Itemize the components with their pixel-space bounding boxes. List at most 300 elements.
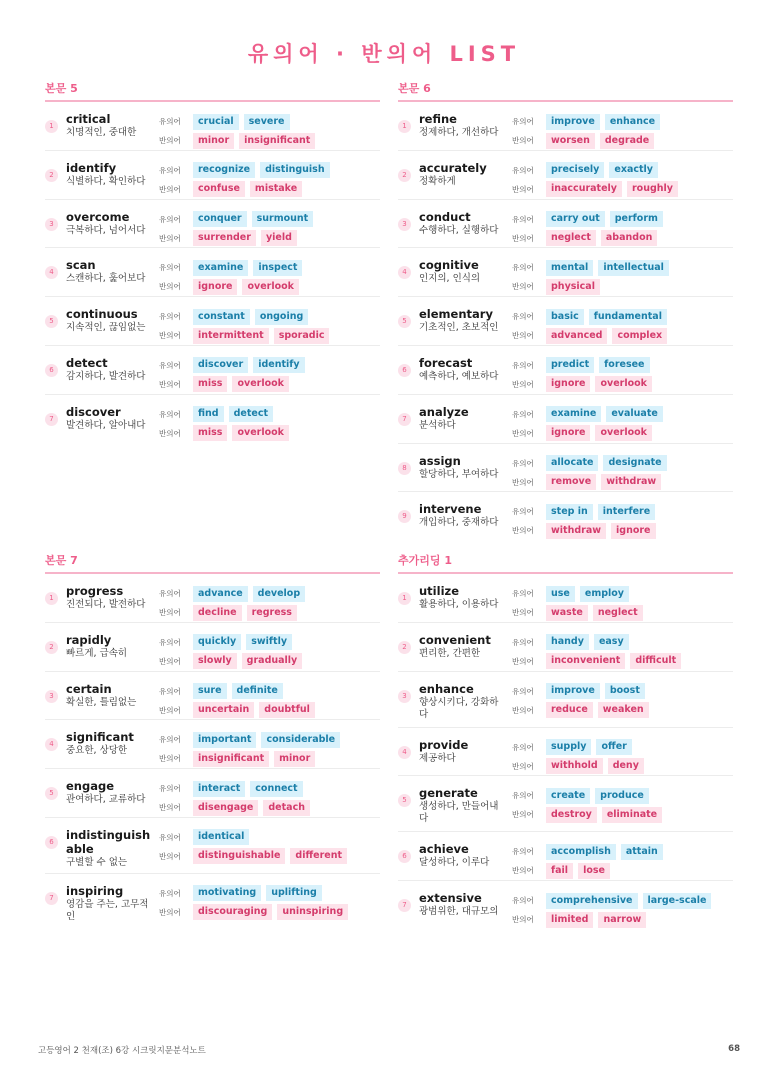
word-entry [45,200,380,249]
antonym-chip: insignificant [239,133,315,149]
synonym-label: 유의어 [512,847,534,857]
korean-meaning: 중요한, 상당한 [66,745,128,757]
synonym-label: 유의어 [159,589,181,598]
antonym-chip: uninspiring [277,904,348,920]
english-word: overcome [66,209,130,224]
english-word: enhance [419,681,474,696]
entry-number-badge: 2 [45,169,58,182]
antonym-chip: detach [263,800,310,816]
english-word: indistinguishable [66,827,151,856]
synonym-chip: conquer [193,211,247,227]
synonym-row [512,786,667,805]
synonym-chip: supply [546,739,591,755]
synonym-row [159,307,334,326]
word-block [66,161,154,188]
word-block [419,633,507,660]
synonym-row [159,884,353,903]
antonym-chip: difficult [630,653,681,669]
antonym-row [512,326,672,345]
english-word: convenient [419,632,491,647]
synonym-antonym-rows [159,307,334,345]
antonym-chip: confuse [193,181,245,197]
entry-number-badge: 2 [398,169,411,182]
korean-meaning: 정제하다, 개선하다 [419,127,499,138]
synonym-chip: boost [605,683,645,699]
entry-number-badge: 1 [398,120,411,133]
antonym-chip: withdraw [546,523,606,539]
synonym-label: 유의어 [512,165,534,175]
synonym-chip: basic [546,309,584,325]
korean-meaning: 수행하다, 실행하다 [419,224,499,236]
word-block [66,584,154,611]
synonym-label: 유의어 [159,784,181,794]
antonym-chip: distinguishable [193,848,285,864]
antonym-label: 반의어 [512,477,534,487]
synonym-row [159,258,307,277]
synonym-row [159,584,310,603]
antonym-label: 반의어 [159,379,181,389]
antonym-label: 반의어 [159,608,181,617]
antonym-row [159,798,315,817]
antonym-chip: doubtful [259,702,315,718]
antonym-row [512,910,716,929]
word-entry [45,874,380,929]
antonym-label: 반의어 [512,915,534,925]
word-entry [398,728,733,777]
entry-number-badge: 9 [398,510,411,523]
word-entry [398,346,733,395]
korean-meaning: 발견하다, 알아내다 [66,419,146,431]
synonym-chip: connect [250,781,302,797]
synonym-row [159,779,315,798]
synonym-chip: identify [253,357,304,373]
antonym-label: 반의어 [159,754,181,764]
entry-number-badge: 1 [45,592,58,605]
synonym-antonym-rows [159,884,353,922]
synonym-chip: interfere [598,504,655,520]
word-entry [398,832,733,881]
synonym-antonym-rows [512,502,661,540]
antonym-chip: neglect [593,605,643,621]
synonym-chip: improve [546,114,600,130]
korean-meaning: 확실한, 틀림없는 [66,696,137,708]
synonym-row [512,584,648,603]
antonym-chip: ignore [611,523,655,539]
synonym-chip: examine [546,406,601,422]
synonym-label: 유의어 [512,637,534,647]
korean-meaning: 예측하다, 예보하다 [419,370,499,382]
antonym-chip: ignore [546,376,590,392]
antonym-label: 반의어 [512,526,534,536]
synonym-chip: sure [193,683,227,699]
synonym-chip: enhance [605,114,660,130]
synonym-chip: intellectual [598,260,669,276]
synonym-label: 유의어 [159,214,181,224]
synonym-antonym-rows [159,356,310,394]
word-block [66,258,154,285]
antonym-label: 반의어 [512,608,534,617]
word-block [419,891,507,918]
word-entry [45,672,380,721]
korean-meaning: 지속적인, 끊임없는 [66,322,146,334]
antonym-label: 반의어 [159,184,181,194]
synonym-antonym-rows [512,454,672,492]
english-word: forecast [419,355,473,370]
section-heading: 본문 7 [45,552,380,574]
antonym-chip: inaccurately [546,181,622,197]
synonym-label: 유의어 [512,507,534,517]
synonym-row [512,112,665,131]
word-entry [398,297,733,346]
word-block [419,738,507,765]
section-bonmun-7 [45,552,380,929]
word-entry [398,248,733,297]
word-block [419,405,507,432]
synonym-antonym-rows [159,584,310,622]
korean-meaning: 스캔하다, 훑어보다 [66,273,146,285]
synonym-label: 유의어 [159,312,181,322]
synonym-chip: accomplish [546,844,616,860]
word-block [66,210,154,237]
word-block [66,633,154,660]
antonym-chip: gradually [242,653,303,669]
entry-number-badge: 6 [398,364,411,377]
entry-number-badge: 7 [398,899,411,912]
english-word: achieve [419,842,469,857]
synonym-label: 유의어 [512,589,534,598]
korean-meaning: 광범위한, 대규모의 [419,906,499,918]
word-entry [398,574,733,623]
english-word: conduct [419,209,471,224]
word-entry [398,776,733,832]
antonym-chip: withdraw [601,474,661,490]
word-entry [45,623,380,672]
korean-meaning: 편리한, 간편한 [419,647,481,659]
synonym-row [512,682,654,701]
korean-meaning: 생성하다, 만들어내다 [419,801,499,825]
word-entry [45,395,380,443]
synonym-chip: distinguish [260,162,330,178]
entry-number-badge: 1 [45,120,58,133]
antonym-chip: miss [193,425,227,441]
synonym-row [512,161,683,180]
word-block [419,258,507,285]
synonym-label: 유의어 [512,896,534,906]
antonym-chip: miss [193,376,227,392]
synonym-chip: crucial [193,114,239,130]
antonym-chip: worsen [546,133,595,149]
antonym-chip: ignore [546,425,590,441]
word-block [66,307,154,334]
antonym-label: 반의어 [159,803,181,813]
synonym-label: 유의어 [159,735,181,745]
synonym-chip: step in [546,504,593,520]
korean-meaning: 활용하다, 이용하다 [419,599,499,610]
synonym-chip: discover [193,357,248,373]
synonym-row [159,730,345,749]
english-word: certain [66,681,112,696]
antonym-row [159,749,345,768]
synonym-row [512,891,716,910]
synonym-chip: uplifting [266,885,322,901]
antonym-label: 반의어 [159,907,181,917]
synonym-antonym-rows [159,405,294,443]
korean-meaning: 기초적인, 초보적인 [419,322,499,334]
word-entry [45,574,380,623]
synonym-antonym-rows [159,258,307,296]
synonym-label: 유의어 [159,409,181,419]
english-word: extensive [419,891,482,906]
synonym-chip: allocate [546,455,598,471]
synonym-chip: predict [546,357,594,373]
section-heading: 본문 6 [398,80,733,102]
antonym-label: 반의어 [159,233,181,243]
synonym-chip: improve [546,683,600,699]
section-heading: 본문 5 [45,80,380,102]
entry-number-badge: 3 [398,690,411,703]
korean-meaning: 빠르게, 급속히 [66,647,128,659]
antonym-row [512,180,683,199]
antonym-chip: overlook [242,279,298,295]
synonym-row [512,842,668,861]
word-entry [398,395,733,444]
entry-list [45,102,380,443]
word-entry [398,623,733,672]
english-word: refine [419,112,457,126]
word-block [66,682,154,709]
synonym-chip: exactly [609,162,658,178]
antonym-row [159,180,335,199]
word-entry [398,672,733,728]
synonym-chip: precisely [546,162,604,178]
korean-meaning: 할당하다, 부여하다 [419,468,499,480]
synonym-label: 유의어 [512,263,534,273]
word-block [419,307,507,334]
entry-number-badge: 3 [45,690,58,703]
word-block [419,112,507,139]
english-word: continuous [66,307,138,322]
entry-number-badge: 8 [398,462,411,475]
english-word: accurately [419,160,487,175]
synonym-label: 유의어 [159,117,181,126]
synonym-label: 유의어 [512,742,534,752]
synonym-chip: advance [193,586,248,602]
synonym-chip: examine [193,260,248,276]
word-block [66,730,154,757]
synonym-antonym-rows [159,633,307,671]
synonym-chip: evaluate [606,406,662,422]
synonym-antonym-rows [512,633,686,671]
antonym-row [512,521,661,540]
antonym-row [159,326,334,345]
korean-meaning: 개입하다, 중재하다 [419,517,499,529]
antonym-chip: waste [546,605,588,621]
antonym-row [512,277,674,296]
english-word: detect [66,355,108,370]
english-word: elementary [419,307,493,322]
synonym-antonym-rows [159,161,335,199]
antonym-row [512,473,672,492]
antonym-chip: overlook [595,425,651,441]
synonym-antonym-rows [159,112,320,150]
synonym-row [512,405,668,424]
synonym-chip: create [546,788,590,804]
entry-list [45,574,380,929]
antonym-chip: reduce [546,702,593,718]
synonym-row [159,210,318,229]
antonym-row [159,847,352,866]
synonym-antonym-rows [512,112,665,150]
antonym-label: 반의어 [512,136,534,145]
word-entry [398,200,733,249]
antonym-chip: insignificant [193,751,269,767]
synonym-chip: swiftly [246,634,292,650]
antonym-chip: overlook [232,376,288,392]
entry-number-badge: 2 [398,641,411,654]
synonym-antonym-rows [512,210,668,248]
synonym-chip: large-scale [643,893,712,909]
korean-meaning: 분석하다 [419,419,456,431]
synonym-row [512,307,672,326]
synonym-chip: interact [193,781,245,797]
word-block [419,161,507,188]
word-entry [45,818,380,874]
korean-meaning: 구별할 수 없는 [66,856,128,868]
synonym-row [159,112,320,131]
synonym-label: 유의어 [512,312,534,322]
synonym-antonym-rows [512,682,654,720]
synonym-label: 유의어 [512,409,534,419]
antonym-chip: inconvenient [546,653,625,669]
synonym-antonym-rows [512,405,668,443]
antonym-chip: narrow [598,912,646,928]
antonym-row [512,424,668,443]
synonym-antonym-rows [512,891,716,929]
synonym-antonym-rows [159,682,320,720]
entry-number-badge: 5 [398,794,411,807]
antonym-chip: degrade [600,133,654,149]
english-word: intervene [419,502,482,517]
synonym-chip: handy [546,634,589,650]
synonym-label: 유의어 [512,458,534,468]
section-heading: 추가리딩 1 [398,552,733,574]
word-block [419,842,507,869]
synonym-chip: inspect [253,260,302,276]
synonym-chip: employ [580,586,629,602]
synonym-antonym-rows [512,258,674,296]
antonym-chip: remove [546,474,596,490]
synonym-chip: produce [595,788,649,804]
antonym-chip: ignore [193,279,237,295]
page-number: 68 [728,1044,740,1054]
english-word: rapidly [66,632,112,647]
synonym-chip: fundamental [589,309,667,325]
word-entry [45,297,380,346]
word-block [419,786,507,825]
synonym-label: 유의어 [159,263,181,273]
synonym-row [159,633,307,652]
synonym-chip: attain [621,844,663,860]
word-entry [45,151,380,200]
synonym-chip: motivating [193,885,261,901]
antonym-chip: advanced [546,328,607,344]
antonym-chip: different [290,848,347,864]
entry-list [398,574,733,929]
antonym-row [159,603,310,622]
synonym-label: 유의어 [159,165,181,175]
entry-number-badge: 4 [45,738,58,751]
entry-number-badge: 2 [45,641,58,654]
antonym-chip: roughly [627,181,678,197]
korean-meaning: 진전되다, 발전하다 [66,599,146,610]
synonym-chip: quickly [193,634,241,650]
antonym-label: 반의어 [512,282,534,292]
synonym-label: 유의어 [512,117,534,126]
synonym-chip: detect [229,406,273,422]
entry-number-badge: 6 [45,364,58,377]
synonym-chip: designate [603,455,666,471]
synonym-antonym-rows [512,584,648,622]
antonym-label: 반의어 [159,331,181,341]
synonym-chip: comprehensive [546,893,638,909]
word-block [419,356,507,383]
korean-meaning: 달성하다, 이루다 [419,857,490,869]
synonym-chip: identical [193,829,249,845]
antonym-chip: sporadic [274,328,330,344]
word-block [66,779,154,806]
synonym-chip: important [193,732,256,748]
entry-number-badge: 4 [45,266,58,279]
antonym-row [159,652,307,671]
synonym-label: 유의어 [512,791,534,801]
word-block [419,454,507,481]
word-block [419,584,507,611]
section-extra-reading-1 [398,552,733,929]
synonym-chip: offer [596,739,631,755]
english-word: inspiring [66,883,124,898]
footer-book-title: 고등영어 2 천재(조) 6강 시크릿지문분석노트 [38,1046,206,1056]
korean-meaning: 치명적인, 중대한 [66,127,137,138]
word-block [419,502,507,529]
antonym-row [512,757,649,776]
word-entry [398,492,733,540]
antonym-label: 반의어 [159,428,181,438]
korean-meaning: 관여하다, 교류하다 [66,794,146,806]
english-word: significant [66,730,134,745]
synonym-chip: definite [232,683,283,699]
korean-meaning: 극복하다, 넘어서다 [66,224,146,236]
antonym-label: 반의어 [159,656,181,666]
english-word: generate [419,786,478,801]
synonym-chip: easy [594,634,629,650]
antonym-label: 반의어 [512,233,534,243]
entry-number-badge: 7 [45,413,58,426]
antonym-row [512,131,665,150]
word-entry [45,248,380,297]
english-word: discover [66,404,121,419]
synonym-row [159,356,310,375]
antonym-chip: discouraging [193,904,272,920]
synonym-label: 유의어 [159,686,181,696]
antonym-chip: overlook [595,376,651,392]
synonym-antonym-rows [512,356,657,394]
entry-number-badge: 7 [45,892,58,905]
korean-meaning: 인지의, 인식의 [419,273,481,285]
word-entry [45,102,380,151]
synonym-chip: perform [610,211,663,227]
word-entry [398,444,733,493]
english-word: provide [419,737,469,752]
